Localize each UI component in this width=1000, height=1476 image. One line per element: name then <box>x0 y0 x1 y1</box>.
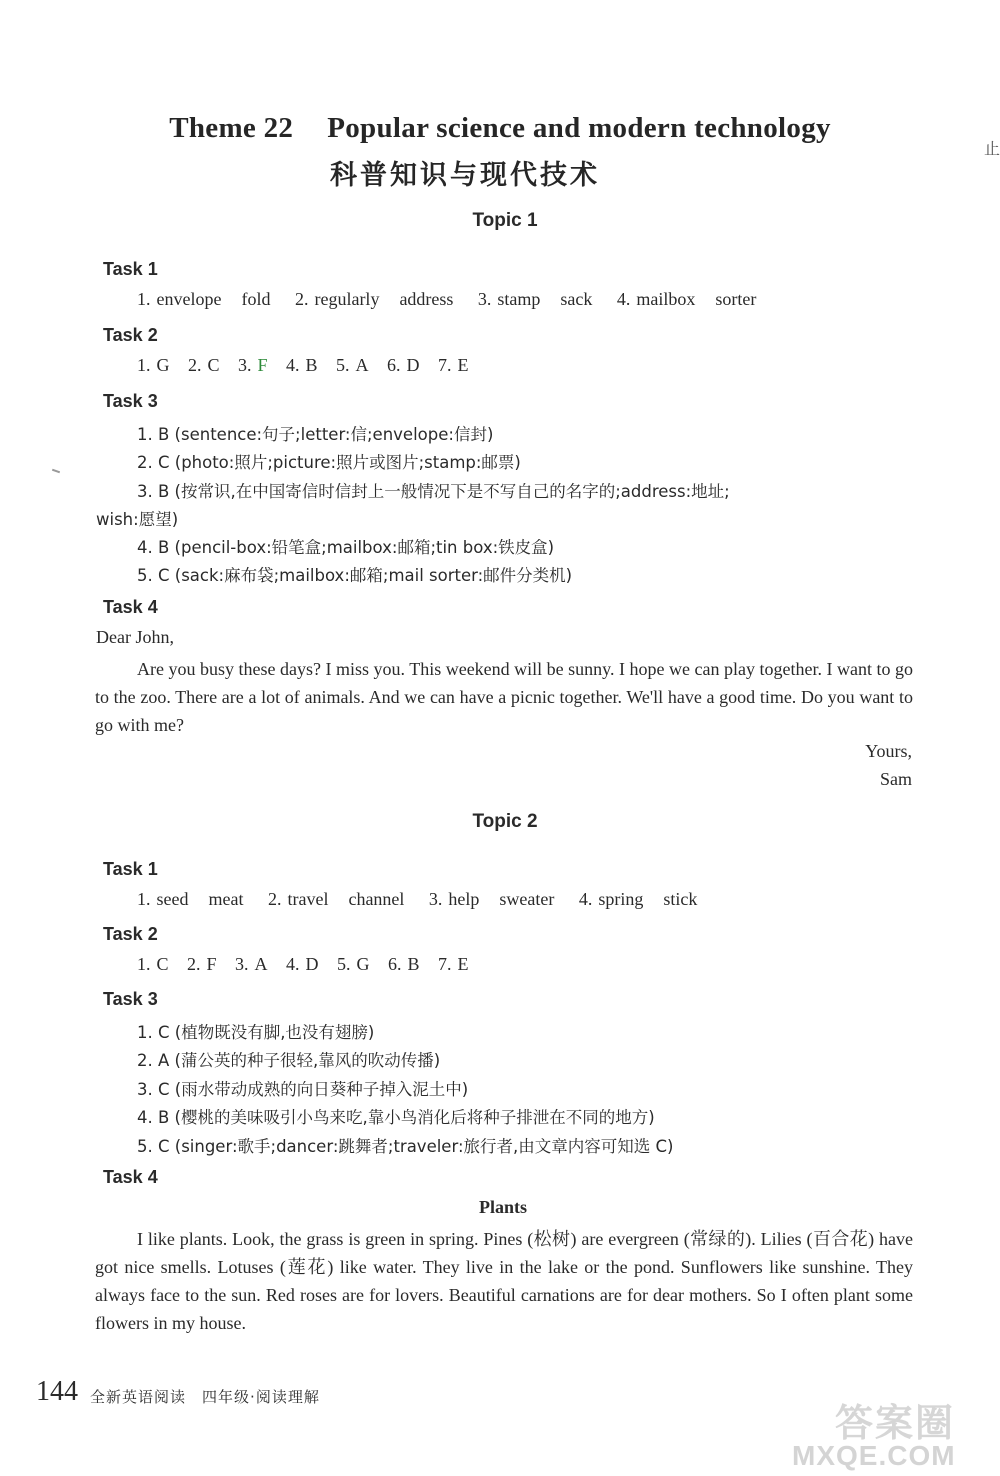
item-number: 3. <box>235 954 249 974</box>
topic1-task3-line: 2. C (photo:照片;picture:照片或图片;stamp:邮票) <box>137 453 521 472</box>
topic2-task3-line: 2. A (蒲公英的种子很轻,靠风的吹动传播) <box>137 1051 441 1070</box>
subject-label: 阅读理解 <box>255 1388 320 1406</box>
topic2-heading: Topic 2 <box>472 811 538 832</box>
answer-word: spring <box>598 889 644 909</box>
topic1-task3-line: 1. B (sentence:句子;letter:信;envelope:信封) <box>137 425 494 444</box>
answer-letter: G <box>156 355 170 375</box>
topic1-task1-heading: Task 1 <box>103 259 158 279</box>
separator-dot: · <box>250 1388 256 1406</box>
item-number: 4. <box>578 889 593 909</box>
answer-letter: C <box>156 954 169 974</box>
answer-word: sweater <box>499 889 555 909</box>
topic2-task2-answers <box>137 954 483 975</box>
watermark-logo-text: 答案圈 <box>835 1401 956 1445</box>
answer-letter: G <box>356 954 370 974</box>
theme-title-en: Popular science and modern technology <box>327 112 831 144</box>
topic2-task3-line: 3. C (雨水带动成熟的向日葵种子掉入泥土中) <box>137 1080 469 1099</box>
topic1-task2-heading: Task 2 <box>103 325 158 345</box>
answer-word: sorter <box>715 289 757 309</box>
item-number: 3. <box>428 889 443 909</box>
page-number: 144 <box>36 1376 78 1407</box>
stray-mark <box>52 469 60 474</box>
answer-letter: B <box>305 355 318 375</box>
answer-word: seed <box>156 889 189 909</box>
grade-label: 四年级 <box>202 1388 251 1406</box>
topic1-task3-line: 4. B (pencil-box:铅笔盒;mailbox:邮箱;tin box:铁皮盒) <box>137 538 555 557</box>
letter-signature: Sam <box>879 769 912 789</box>
topic1-task1-answers <box>137 289 776 310</box>
item-number: 5. <box>336 355 350 375</box>
topic1-task3-heading: Task 3 <box>103 391 158 411</box>
topic2-task4-heading: Task 4 <box>103 1167 158 1187</box>
item-number: 2. <box>267 889 282 909</box>
topic1-heading: Topic 1 <box>472 210 538 231</box>
item-number: 1. <box>137 954 151 974</box>
theme-title-zh: 科普知识与现代技术 <box>330 160 600 191</box>
answer-word: mailbox <box>636 289 696 309</box>
letter-closing: Yours, <box>865 741 912 761</box>
item-number: 6. <box>388 954 402 974</box>
item-number: 2. <box>294 289 309 309</box>
topic2-task3-heading: Task 3 <box>103 989 158 1009</box>
answer-word: address <box>399 289 454 309</box>
answer-word: envelope <box>156 289 222 309</box>
topic2-task1-heading: Task 1 <box>103 859 158 879</box>
item-number: 3. <box>238 355 252 375</box>
answer-letter: B <box>407 954 420 974</box>
answer-letter: D <box>406 355 420 375</box>
item-number: 1. <box>137 289 151 309</box>
topic1-task3-line: wish:愿望) <box>96 510 179 529</box>
theme-number: Theme 22 <box>169 112 294 144</box>
topic2-task2-heading: Task 2 <box>103 924 158 944</box>
answer-letter: E <box>457 954 469 974</box>
item-number: 1. <box>137 889 151 909</box>
passage-body: I like plants. Look, the grass is green in spring. Pines (松树) are evergreen (常绿的). Lilies (百合花) have got nice smells. Lotuses (莲花) like water. They live in the lake or the pond. Sunflowers like sunshine. They always face to the sun. Red roses are for lovers. Beautiful carnations are for dear mothers. So I often plant some flowers in my house. <box>95 1229 913 1333</box>
topic2-task3-line: 5. C (singer:歌手;dancer:跳舞者;traveler:旅行者,由文章内容可知选 C) <box>137 1137 674 1156</box>
topic1-task3-line: 3. B (按常识,在中国寄信时信封上一般情况下是不写自己的名字的;address:地址; <box>137 482 730 501</box>
book-title: 全新英语阅读 <box>90 1388 187 1406</box>
item-number: 3. <box>477 289 492 309</box>
topic2-task3-line: 1. C (植物既没有脚,也没有翅膀) <box>137 1023 375 1042</box>
book-footer <box>90 1386 320 1407</box>
letter-body: Are you busy these days? I miss you. This weekend will be sunny. I hope we can play together. I want to go to the zoo. There are a lot of animals. And we can have a picnic together. We'll have a good time. Do you want to go with me? <box>95 659 913 735</box>
answer-word: stick <box>663 889 698 909</box>
item-number: 7. <box>438 355 452 375</box>
item-number: 6. <box>387 355 401 375</box>
answer-word: help <box>448 889 480 909</box>
answer-word: sack <box>560 289 593 309</box>
letter-salutation: Dear John, <box>96 627 174 647</box>
answer-word: travel <box>287 889 329 909</box>
page-title <box>0 112 1000 145</box>
item-number: 2. <box>188 355 202 375</box>
item-number: 2. <box>187 954 201 974</box>
topic2-task1-answers <box>137 889 717 910</box>
item-number: 4. <box>616 289 631 309</box>
topic2-task3-line: 4. B (樱桃的美味吸引小鸟来吃,靠小鸟消化后将种子排泄在不同的地方) <box>137 1108 655 1127</box>
item-number: 4. <box>286 954 300 974</box>
answer-word: channel <box>348 889 405 909</box>
answer-letter: E <box>457 355 469 375</box>
topic1-task3-line: 5. C (sack:麻布袋;mailbox:邮箱;mail sorter:邮件分类机) <box>137 566 573 585</box>
answer-word: meat <box>208 889 244 909</box>
answer-letter: F <box>206 954 217 974</box>
passage-title: Plants <box>478 1197 527 1217</box>
topic1-task2-answers <box>137 355 483 376</box>
answer-word: fold <box>241 289 271 309</box>
item-number: 1. <box>137 355 151 375</box>
answer-letter: A <box>355 355 369 375</box>
answer-word: stamp <box>497 289 541 309</box>
margin-mark: 止 <box>984 141 1000 158</box>
answer-letter: C <box>207 355 220 375</box>
answer-letter: A <box>254 954 268 974</box>
item-number: 7. <box>438 954 452 974</box>
answer-letter: F <box>257 355 268 375</box>
item-number: 5. <box>337 954 351 974</box>
item-number: 4. <box>286 355 300 375</box>
watermark-site: MXQE.COM <box>792 1440 956 1471</box>
answer-word: regularly <box>314 289 380 309</box>
topic1-task4-heading: Task 4 <box>103 597 158 617</box>
answer-letter: D <box>305 954 319 974</box>
